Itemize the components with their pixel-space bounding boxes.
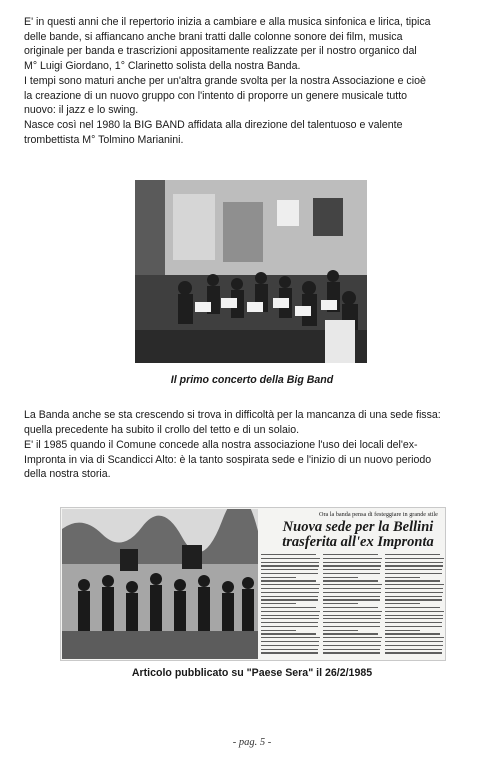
clipping-text-line	[385, 596, 442, 597]
clipping-headline-line: Nuova sede per la Bellini	[282, 519, 434, 535]
text-line: I tempi sono maturi anche per un'altra grande svolta per la nostra Associazione e cioè	[24, 75, 426, 87]
clipping-text-line	[323, 562, 381, 563]
clipping-text-column	[385, 554, 444, 658]
text-line: trombettista M° Tolmino Marianini.	[24, 133, 184, 146]
text-line: originale per banda e trascrizioni appositamente realizzate per il nostro organico dal	[24, 45, 417, 58]
clipping-text-line	[261, 615, 319, 616]
clipping-text-line	[261, 588, 319, 589]
clipping-text-line	[323, 633, 378, 634]
text-line: nuovo: il jazz e lo swing.	[24, 104, 139, 117]
clipping-text-line	[261, 649, 318, 650]
clipping-text-column	[261, 554, 320, 658]
clipping-text-line	[261, 584, 320, 585]
clipping-text-line	[323, 637, 382, 638]
clipping-text-line	[385, 577, 420, 578]
clipping-text-line	[385, 588, 443, 589]
clipping-text-line	[323, 584, 382, 585]
clipping-text-line	[385, 562, 443, 563]
clipping-text-line	[323, 603, 358, 604]
clipping-text-line	[261, 596, 318, 597]
paragraph-big-band	[24, 118, 482, 147]
clipping-text-line	[323, 630, 358, 631]
clipping-text-line	[323, 554, 378, 555]
text-line: Nasce così nel 1980 la BIG BAND affidata alla direzione del talentuoso e valente	[24, 119, 403, 131]
clipping-text-line	[385, 649, 442, 650]
clipping-text-line	[261, 558, 320, 559]
clipping-text-line	[323, 577, 358, 578]
clipping-headline-line: trasferita all'ex Impronta	[282, 534, 434, 550]
clipping-text-line	[323, 569, 380, 570]
clipping-text-line	[261, 573, 318, 574]
clipping-text-line	[261, 554, 316, 555]
newspaper-clipping	[60, 507, 446, 661]
clipping-text-line	[385, 565, 443, 566]
clipping-headline	[273, 520, 443, 550]
clipping-text-line	[385, 558, 444, 559]
paragraph-new-group	[24, 74, 482, 118]
clipping-text-line	[385, 603, 420, 604]
clipping-text-line	[323, 588, 381, 589]
text-line: Impronta in via di Scandicci Alto: è la tanto sospirata sede e l'inizio di un nuovo periodo	[24, 453, 432, 466]
clipping-text-line	[385, 607, 440, 608]
clipping-text-line	[385, 633, 440, 634]
clipping-text-line	[261, 652, 318, 653]
clipping-text-line	[323, 611, 382, 612]
clipping-text-line	[323, 592, 381, 593]
clipping-text-line	[261, 607, 316, 608]
clipping-text-line	[323, 565, 381, 566]
text-line: quella precedente ha subito il crollo del tetto e di un solaio.	[24, 423, 300, 436]
clipping-text-line	[261, 611, 320, 612]
clipping-text-line	[323, 652, 380, 653]
clipping-text-line	[261, 633, 316, 634]
clipping-text-line	[261, 603, 296, 604]
clipping-text-line	[385, 615, 443, 616]
clipping-text-line	[261, 626, 318, 627]
clipping-text-line	[323, 641, 381, 642]
clipping-text-line	[261, 577, 296, 578]
clipping-text-line	[323, 599, 380, 600]
clipping-text-line	[385, 569, 442, 570]
clipping-text-line	[385, 652, 442, 653]
clipping-text-line	[323, 558, 382, 559]
clipping-text-line	[261, 641, 319, 642]
clipping-text-line	[261, 569, 318, 570]
clipping-text-line	[385, 584, 444, 585]
clipping-text-line	[323, 649, 380, 650]
clipping-text-line	[385, 645, 443, 646]
clipping-text-line	[385, 580, 440, 581]
big-band-concert-photo	[135, 180, 367, 363]
text-line: E' in questi anni che il repertorio inizia a cambiare e alla musica sinfonica e lirica, tipica	[24, 16, 431, 28]
big-band-photo-caption: Il primo concerto della Big Band	[170, 374, 334, 386]
clipping-text-line	[261, 592, 319, 593]
clipping-text-line	[385, 554, 440, 555]
clipping-text-line	[323, 607, 378, 608]
text-line: E' il 1985 quando il Comune concede alla nostra associazione l'uso dei locali del'ex-	[24, 439, 418, 451]
clipping-text-line	[261, 622, 318, 623]
clipping-text-line	[261, 637, 320, 638]
paragraph-new-seat	[24, 438, 482, 482]
text-line: delle bande, si affiancano anche brani tratti dalle colonne sonore dei film, musica	[24, 30, 403, 43]
clipping-text-line	[385, 599, 442, 600]
clipping-text-line	[385, 630, 420, 631]
clipping-text-line	[323, 618, 381, 619]
clipping-text-line	[323, 596, 380, 597]
text-line: la creazione di un nuovo gruppo con l'intento di proporre un genere musicale tutto	[24, 89, 408, 102]
clipping-text-line	[323, 615, 381, 616]
text-line: M° Luigi Giordano, 1° Clarinetto solista della nostra Banda.	[24, 59, 301, 72]
paragraph-seat-problem	[24, 408, 482, 437]
text-line: La Banda anche se sta crescendo si trova in difficoltà per la mancanza di una sede fissa:	[24, 409, 441, 421]
clipping-text-line	[385, 611, 444, 612]
clipping-text-line	[323, 573, 380, 574]
clipping-text-line	[385, 637, 444, 638]
clipping-caption: Articolo pubblicato su "Paese Sera" il 26/2/1985	[131, 667, 373, 679]
paragraph-repertoire	[24, 15, 482, 73]
clipping-text-line	[385, 592, 443, 593]
clipping-text-line	[385, 622, 442, 623]
clipping-text-line	[385, 641, 443, 642]
clipping-text-column	[323, 554, 382, 658]
clipping-text-line	[261, 618, 319, 619]
clipping-text-line	[323, 645, 381, 646]
text-line: della nostra storia.	[24, 468, 111, 481]
clipping-text-line	[385, 618, 443, 619]
clipping-text-line	[261, 580, 316, 581]
clipping-text-line	[261, 630, 296, 631]
clipping-text-line	[385, 573, 442, 574]
clipping-text-line	[261, 599, 318, 600]
clipping-photo	[62, 509, 258, 659]
page-number: - pag. 5 -	[232, 737, 272, 748]
clipping-text-line	[261, 562, 319, 563]
clipping-text-line	[385, 626, 442, 627]
clipping-text-line	[261, 645, 319, 646]
clipping-kicker: Ora la banda pensa di festeggiare in grande stile	[319, 511, 438, 518]
clipping-text-line	[323, 626, 380, 627]
clipping-text-line	[261, 565, 319, 566]
clipping-text-line	[323, 580, 378, 581]
clipping-text-line	[323, 622, 380, 623]
